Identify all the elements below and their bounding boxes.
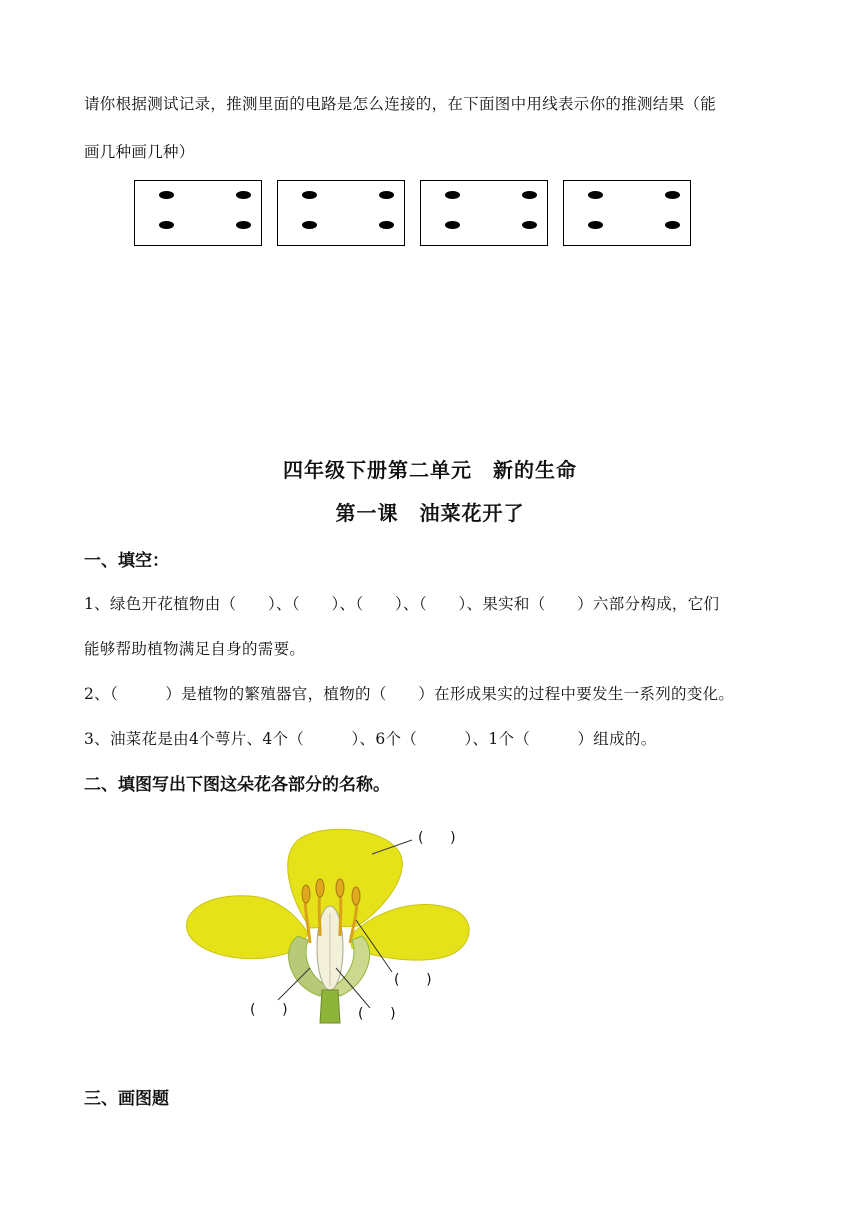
circuit-box-1[interactable] (134, 180, 262, 246)
unit-heading: 四年级下册第二单元 新的生命 (283, 458, 577, 482)
terminal-dot (665, 221, 680, 229)
terminal-dot (522, 191, 537, 199)
question-1-line-2: 能够帮助植物满足自身的需要。 (84, 640, 306, 658)
terminal-dot (159, 191, 174, 199)
circuit-box-2[interactable] (277, 180, 405, 246)
rapeseed-flower-illustration (180, 818, 480, 1028)
flower-diagram (180, 818, 480, 1028)
section-drawing: 三、画图题 (84, 1089, 169, 1109)
instruction-line-1: 请你根据测试记录，推测里面的电路是怎么连接的，在下面图中用线表示你的推测结果（能 (84, 95, 717, 113)
circuit-box-4[interactable] (563, 180, 691, 246)
terminal-dot (588, 221, 603, 229)
pistil-label-blank[interactable]: ( ) (358, 1006, 396, 1022)
terminal-dot (236, 221, 251, 229)
terminal-dot (445, 221, 460, 229)
circuit-box-3[interactable] (420, 180, 548, 246)
terminal-dot (379, 191, 394, 199)
section-fill-blank: 一、填空： (84, 551, 169, 571)
terminal-dot (236, 191, 251, 199)
section-label-diagram: 二、填图写出下图这朵花各部分的名称。 (84, 775, 390, 795)
petal-label-blank[interactable]: ( ) (418, 830, 456, 846)
stamen-label-blank[interactable]: ( ) (394, 972, 432, 988)
terminal-dot (665, 191, 680, 199)
instruction-line-2: 画几种画几种） (84, 143, 195, 161)
terminal-dot (445, 191, 460, 199)
question-2: 2、（ ）是植物的繁殖器官，植物的（ ）在形成果实的过程中要发生一系列的变化。 (84, 685, 735, 703)
terminal-dot (379, 221, 394, 229)
lesson-heading: 第一课 油菜花开了 (335, 501, 525, 525)
question-1-line-1: 1、绿色开花植物由（ ）、（ ）、（ ）、（ ）、果实和（ ）六部分构成，它们 (84, 595, 720, 613)
question-3: 3、油菜花是由4个萼片、4个（ ）、6个（ ）、1个（ ）组成的。 (84, 730, 657, 748)
terminal-dot (588, 191, 603, 199)
sepal-label-blank[interactable]: ( ) (250, 1002, 288, 1018)
terminal-dot (522, 221, 537, 229)
terminal-dot (302, 191, 317, 199)
terminal-dot (159, 221, 174, 229)
terminal-dot (302, 221, 317, 229)
